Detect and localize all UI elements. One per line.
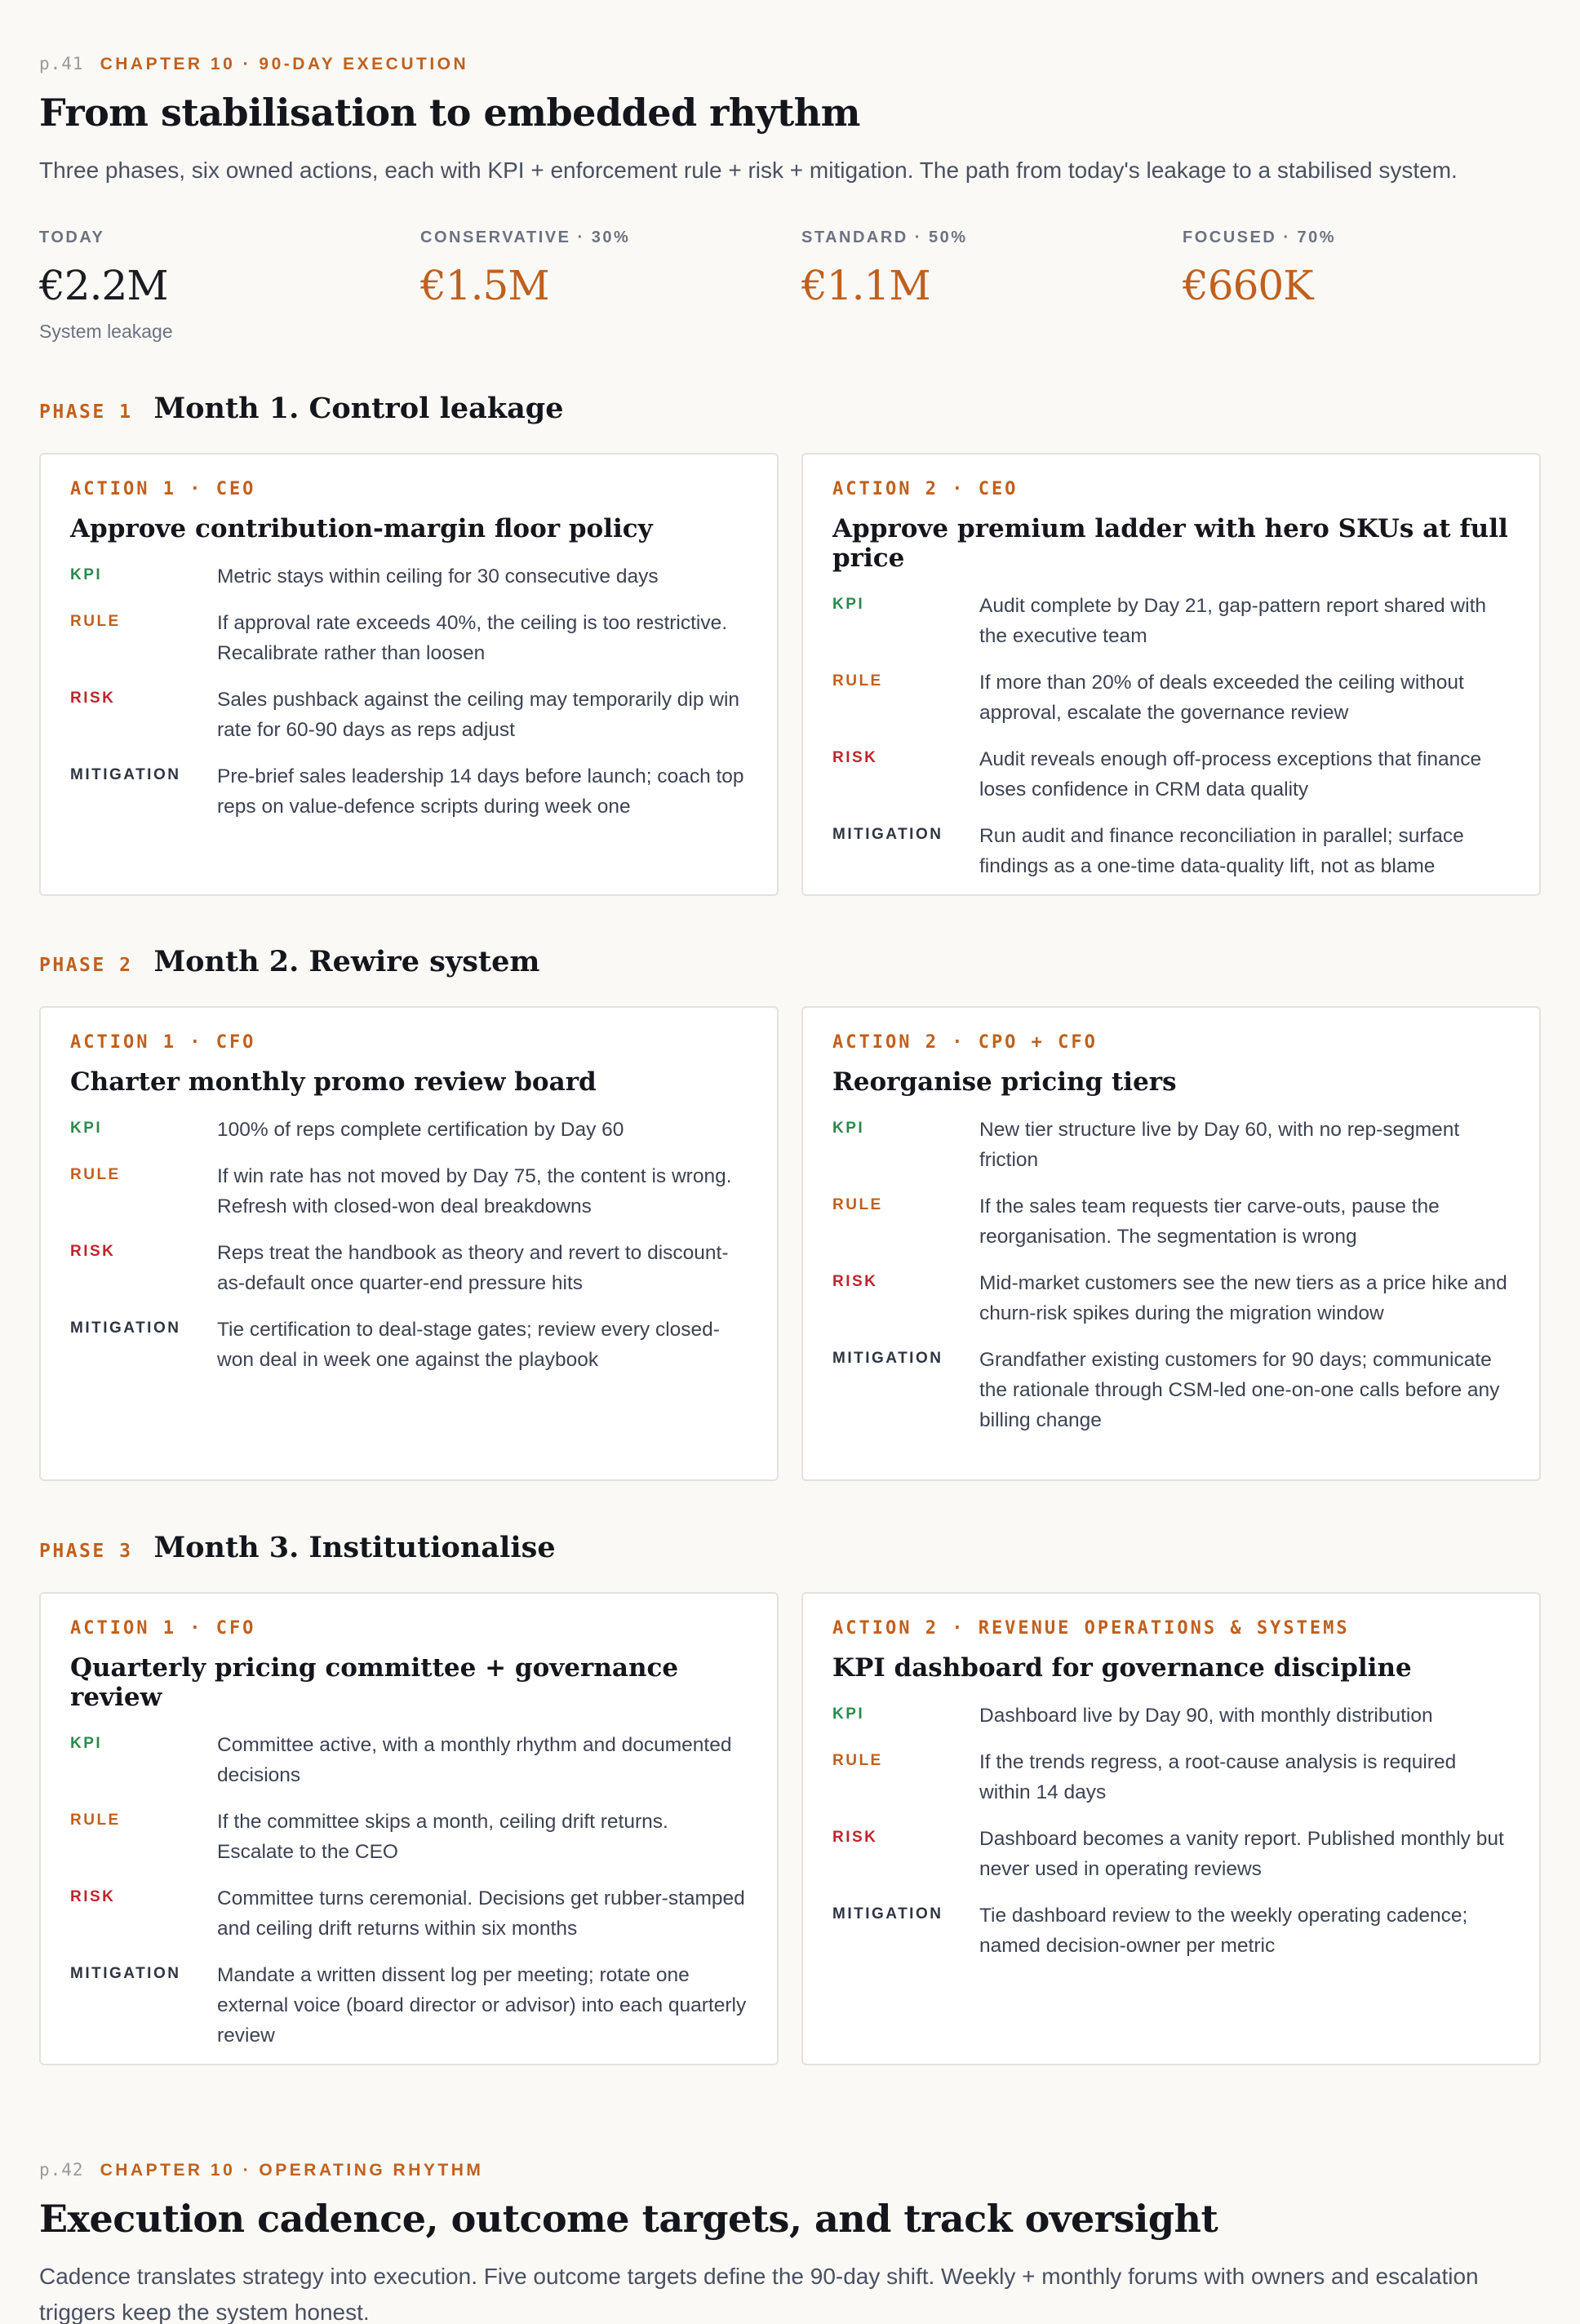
phase-2-header	[39, 945, 539, 978]
phase-title: Month 1. Control leakage	[153, 392, 564, 425]
action-title: Reorganise pricing tiers	[832, 1067, 1177, 1097]
rule-row	[832, 1191, 1510, 1252]
risk-text: Reps treat the handbook as theory and revert to discount-as-default once quarter-end pressure hits	[217, 1242, 729, 1294]
phase-tag: PHASE 1	[39, 401, 133, 423]
kpi-text: New tier structure live by Day 60, with no rep-segment friction	[979, 1119, 1460, 1171]
action-tag: ACTION 1 · CFO	[70, 1618, 256, 1639]
page-number: p.41	[39, 54, 84, 73]
chapter-label: CHAPTER 10 · 90-DAY EXECUTION	[100, 55, 469, 73]
phase-title: Month 2. Rewire system	[153, 945, 540, 978]
stat-standard	[801, 228, 1161, 309]
stat-label: STANDARD · 50%	[801, 228, 968, 246]
page-42-header	[39, 2160, 1541, 2324]
phase-1-header	[39, 392, 564, 425]
kpi-label: KPI	[70, 1120, 103, 1137]
action-card	[801, 1592, 1541, 2065]
kpi-label: KPI	[832, 1120, 865, 1137]
chapter-eyebrow	[39, 2160, 1541, 2180]
kpi-label: KPI	[70, 566, 103, 583]
mitigation-label: MITIGATION	[70, 1319, 181, 1337]
action-card	[801, 453, 1541, 896]
kpi-row	[70, 561, 748, 592]
rule-row	[832, 667, 1510, 728]
risk-text: Dashboard becomes a vanity report. Published monthly but never used in operating reviews	[979, 1828, 1504, 1880]
mitigation-row	[832, 821, 1510, 881]
risk-row	[832, 1268, 1510, 1328]
stat-label: CONSERVATIVE · 30%	[420, 228, 631, 246]
mitigation-text: Tie certification to deal-stage gates; review every closed-won deal in week one against the playbook	[217, 1319, 720, 1371]
action-title: KPI dashboard for governance discipline	[832, 1653, 1412, 1683]
mitigation-label: MITIGATION	[70, 1965, 181, 1982]
phase-tag: PHASE 3	[39, 1541, 133, 1562]
kpi-row	[832, 1115, 1510, 1175]
mitigation-label: MITIGATION	[70, 766, 181, 783]
risk-label: RISK	[832, 1273, 878, 1290]
action-tag: ACTION 2 · REVENUE OPERATIONS & SYSTEMS	[832, 1618, 1350, 1639]
rule-row	[70, 608, 748, 668]
mitigation-text: Grandfather existing customers for 90 days; communicate the rationale through CSM-led one-on-one calls before any billing change	[979, 1349, 1500, 1431]
kpi-text: Audit complete by Day 21, gap-pattern report shared with the executive team	[979, 595, 1487, 647]
kpi-text: Dashboard live by Day 90, with monthly distribution	[979, 1705, 1433, 1727]
risk-row	[832, 1824, 1510, 1884]
phase-title: Month 3. Institutionalise	[153, 1531, 556, 1564]
page-number: p.42	[39, 2160, 84, 2180]
rule-text: If win rate has not moved by Day 75, the content is wrong. Refresh with closed-won deal breakdowns	[217, 1165, 732, 1217]
chapter-eyebrow	[39, 54, 1541, 74]
phase-tag: PHASE 2	[39, 955, 133, 976]
risk-label: RISK	[70, 690, 116, 707]
mitigation-row	[70, 761, 748, 822]
page-lead: Cadence translates strategy into execution. Five outcome targets define the 90-day shift. Weekly + monthly forums with owners and escalation triggers keep the system honest.	[39, 2264, 1479, 2324]
action-card	[39, 1592, 779, 2065]
mitigation-text: Pre-brief sales leadership 14 days before launch; coach top reps on value-defence scripts during week one	[217, 765, 744, 818]
action-title: Approve contribution-margin floor policy	[70, 514, 653, 543]
action-card	[39, 453, 779, 896]
stat-value: €2.2M	[39, 262, 168, 309]
rule-row	[70, 1807, 748, 1867]
mitigation-row	[70, 1960, 748, 2051]
page-title: From stabilisation to embedded rhythm	[39, 91, 860, 135]
mitigation-row	[832, 1345, 1510, 1435]
rule-label: RULE	[832, 672, 883, 690]
kpi-text: 100% of reps complete certification by Day 60	[217, 1119, 624, 1141]
rule-text: If the committee skips a month, ceiling drift returns. Escalate to the CEO	[217, 1811, 668, 1863]
kpi-row	[832, 1701, 1510, 1731]
risk-text: Committee turns ceremonial. Decisions get rubber-stamped and ceiling drift returns within six months	[217, 1887, 745, 1940]
mitigation-label: MITIGATION	[832, 826, 943, 843]
risk-label: RISK	[832, 749, 878, 766]
action-card	[801, 1006, 1541, 1481]
stat-focused	[1183, 228, 1542, 309]
risk-text: Sales pushback against the ceiling may temporarily dip win rate for 60-90 days as reps adjust	[217, 689, 740, 741]
rule-label: RULE	[832, 1752, 883, 1769]
kpi-text: Committee active, with a monthly rhythm and documented decisions	[217, 1734, 732, 1786]
page-41-header	[39, 54, 1541, 188]
kpi-text: Metric stays within ceiling for 30 consecutive days	[217, 565, 659, 588]
risk-label: RISK	[70, 1888, 116, 1905]
rule-row	[70, 1161, 748, 1222]
risk-label: RISK	[70, 1243, 116, 1260]
stat-today	[39, 228, 398, 343]
mitigation-row	[832, 1900, 1510, 1961]
stat-value: €660K	[1183, 262, 1313, 309]
rule-label: RULE	[70, 613, 121, 630]
rule-label: RULE	[70, 1812, 121, 1829]
stat-label: TODAY	[39, 228, 105, 246]
action-title: Quarterly pricing committee + governance review	[70, 1653, 679, 1712]
risk-label: RISK	[832, 1829, 878, 1846]
page-title: Execution cadence, outcome targets, and track oversight	[39, 2197, 1218, 2241]
phase-3-header	[39, 1531, 556, 1564]
mitigation-row	[70, 1315, 748, 1375]
risk-text: Audit reveals enough off-process exceptions that finance loses confidence in CRM data quality	[979, 748, 1482, 801]
mitigation-text: Run audit and finance reconciliation in parallel; surface findings as a one-time data-quality lift, not as blame	[979, 825, 1464, 877]
leakage-stats	[39, 228, 1541, 351]
action-tag: ACTION 1 · CFO	[70, 1032, 256, 1053]
mitigation-label: MITIGATION	[832, 1350, 943, 1367]
stat-value: €1.1M	[801, 262, 930, 309]
chapter-label: CHAPTER 10 · OPERATING RHYTHM	[100, 2161, 484, 2180]
mitigation-label: MITIGATION	[832, 1905, 943, 1923]
page-lead: Three phases, six owned actions, each with KPI + enforcement rule + risk + mitigation. The path from today's leakage to a stabilised system.	[39, 157, 1458, 183]
stat-conservative	[420, 228, 779, 309]
action-title: Approve premium ladder with hero SKUs at full price	[832, 514, 1508, 573]
rule-label: RULE	[832, 1196, 883, 1213]
risk-row	[70, 1883, 748, 1944]
rule-label: RULE	[70, 1166, 121, 1183]
action-tag: ACTION 2 · CEO	[832, 479, 1019, 499]
rule-text: If the trends regress, a root-cause analysis is required within 14 days	[979, 1751, 1457, 1803]
risk-text: Mid-market customers see the new tiers as a price hike and churn-risk spikes during the migration window	[979, 1272, 1507, 1324]
stat-label: FOCUSED · 70%	[1183, 228, 1337, 246]
action-tag: ACTION 1 · CEO	[70, 479, 256, 499]
rule-text: If more than 20% of deals exceeded the ceiling without approval, escalate the governance review	[979, 672, 1464, 724]
kpi-label: KPI	[70, 1735, 103, 1752]
mitigation-text: Tie dashboard review to the weekly operating cadence; named decision-owner per metric	[979, 1905, 1468, 1957]
action-card	[39, 1006, 779, 1481]
kpi-row	[832, 591, 1510, 651]
action-tag: ACTION 2 · CPO + CFO	[832, 1032, 1098, 1053]
kpi-label: KPI	[832, 1705, 865, 1723]
kpi-row	[70, 1115, 748, 1145]
rule-row	[832, 1747, 1510, 1807]
kpi-label: KPI	[832, 596, 865, 613]
rule-text: If the sales team requests tier carve-outs, pause the reorganisation. The segmentation is wrong	[979, 1195, 1440, 1248]
rule-text: If approval rate exceeds 40%, the ceiling is too restrictive. Recalibrate rather than loosen	[217, 612, 728, 664]
action-title: Charter monthly promo review board	[70, 1067, 597, 1097]
kpi-row	[70, 1730, 748, 1790]
mitigation-text: Mandate a written dissent log per meeting; rotate one external voice (board director or advisor) into each quarterly review	[217, 1964, 747, 2047]
risk-row	[70, 1238, 748, 1298]
stat-note: System leakage	[39, 321, 173, 342]
risk-row	[832, 744, 1510, 805]
stat-value: €1.5M	[420, 262, 549, 309]
risk-row	[70, 685, 748, 745]
